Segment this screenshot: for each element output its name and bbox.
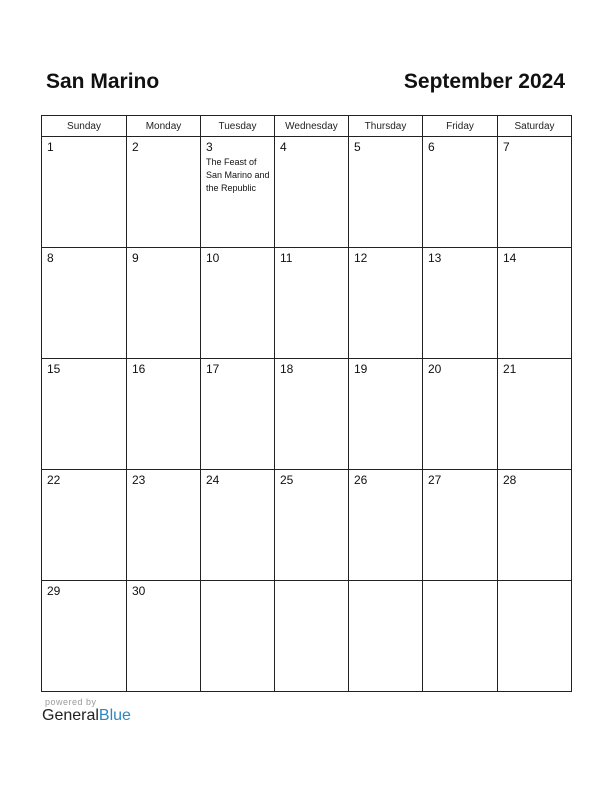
day-cell xyxy=(127,359,201,470)
holiday-label xyxy=(201,487,274,489)
weekday-header: Monday xyxy=(127,116,201,137)
holiday-label xyxy=(127,598,200,600)
holiday-label xyxy=(423,265,497,267)
holiday-label xyxy=(127,376,200,378)
country-title: San Marino xyxy=(46,70,160,93)
day-cell xyxy=(275,137,349,248)
weekday-header: Friday xyxy=(423,116,498,137)
day-cell xyxy=(349,137,423,248)
day-cell xyxy=(349,581,423,692)
day-cell xyxy=(349,248,423,359)
day-number: 17 xyxy=(206,362,220,376)
day-cell xyxy=(127,581,201,692)
day-cell xyxy=(201,248,275,359)
day-cell xyxy=(498,470,572,581)
day-cell xyxy=(275,470,349,581)
week-row xyxy=(42,359,572,470)
holiday-label xyxy=(42,265,126,267)
holiday-label xyxy=(275,154,348,156)
day-cell xyxy=(201,359,275,470)
day-number: 14 xyxy=(503,251,517,265)
day-cell xyxy=(127,470,201,581)
day-cell xyxy=(201,470,275,581)
weekday-header: Thursday xyxy=(349,116,423,137)
day-number: 3 xyxy=(206,140,213,154)
day-cell xyxy=(201,581,275,692)
holiday-label xyxy=(349,154,422,156)
weekday-header: Sunday xyxy=(42,116,127,137)
week-row xyxy=(42,137,572,248)
day-cell xyxy=(349,470,423,581)
holiday-label xyxy=(127,154,200,156)
day-number: 1 xyxy=(47,140,54,154)
holiday-label xyxy=(201,584,274,586)
holiday-label xyxy=(423,154,497,156)
day-cell xyxy=(498,359,572,470)
holiday-label xyxy=(42,598,126,600)
day-number: 6 xyxy=(428,140,435,154)
day-cell xyxy=(423,137,498,248)
holiday-label xyxy=(275,487,348,489)
day-number: 8 xyxy=(47,251,54,265)
weekday-header-row xyxy=(42,116,572,137)
day-cell xyxy=(498,581,572,692)
day-cell xyxy=(349,359,423,470)
day-cell xyxy=(423,359,498,470)
day-number: 28 xyxy=(503,473,517,487)
day-number: 20 xyxy=(428,362,442,376)
day-number: 19 xyxy=(354,362,368,376)
holiday-label xyxy=(275,265,348,267)
holiday-label xyxy=(201,376,274,378)
brand-name-part2: Blue xyxy=(98,707,131,724)
holiday-label xyxy=(349,487,422,489)
day-number: 15 xyxy=(47,362,61,376)
day-number: 2 xyxy=(132,140,139,154)
day-number: 4 xyxy=(280,140,287,154)
day-number: 29 xyxy=(47,584,61,598)
week-row xyxy=(42,470,572,581)
weekday-header: Tuesday xyxy=(201,116,275,137)
day-number: 26 xyxy=(354,473,368,487)
day-cell xyxy=(275,248,349,359)
holiday-label xyxy=(423,376,497,378)
holiday-label xyxy=(498,265,571,267)
day-cell xyxy=(423,581,498,692)
day-cell xyxy=(42,359,127,470)
holiday-label xyxy=(349,584,422,586)
day-number: 30 xyxy=(132,584,146,598)
holiday-label xyxy=(498,487,571,489)
holiday-label xyxy=(275,376,348,378)
day-cell xyxy=(498,248,572,359)
weekday-header: Saturday xyxy=(498,116,572,137)
month-title: September 2024 xyxy=(403,70,565,93)
powered-by-text: powered by xyxy=(45,697,97,707)
holiday-label xyxy=(42,154,126,156)
week-row xyxy=(42,581,572,692)
holiday-label xyxy=(127,487,200,489)
day-number: 23 xyxy=(132,473,146,487)
weekday-header: Wednesday xyxy=(275,116,349,137)
day-number: 27 xyxy=(428,473,442,487)
holiday-label xyxy=(127,265,200,267)
holiday-label xyxy=(498,376,571,378)
day-number: 10 xyxy=(206,251,220,265)
day-number: 22 xyxy=(47,473,61,487)
day-number: 12 xyxy=(354,251,368,265)
day-cell xyxy=(423,248,498,359)
day-number: 24 xyxy=(206,473,220,487)
holiday-label xyxy=(275,584,348,586)
day-cell xyxy=(42,137,127,248)
week-row xyxy=(42,248,572,359)
day-cell xyxy=(127,137,201,248)
calendar-body xyxy=(42,137,572,692)
day-number: 21 xyxy=(503,362,517,376)
day-number: 16 xyxy=(132,362,146,376)
calendar-grid xyxy=(41,115,572,692)
day-cell xyxy=(42,470,127,581)
day-number: 13 xyxy=(428,251,442,265)
holiday-label xyxy=(423,487,497,489)
day-cell xyxy=(275,581,349,692)
brand-name-part1: General xyxy=(42,707,99,724)
generalblue-logo xyxy=(42,707,131,725)
day-cell xyxy=(423,470,498,581)
holiday-label: The Feast of San Marino and the Republic xyxy=(206,157,270,193)
day-number: 7 xyxy=(503,140,510,154)
holiday-label xyxy=(42,487,126,489)
holiday-label xyxy=(349,265,422,267)
day-number: 25 xyxy=(280,473,294,487)
day-cell xyxy=(498,137,572,248)
day-cell xyxy=(275,359,349,470)
day-number: 18 xyxy=(280,362,294,376)
holiday-label xyxy=(42,376,126,378)
day-number: 9 xyxy=(132,251,139,265)
day-cell xyxy=(42,581,127,692)
holiday-label xyxy=(423,584,497,586)
holiday-label xyxy=(201,265,274,267)
day-number: 5 xyxy=(354,140,361,154)
holiday-label xyxy=(498,584,571,586)
day-cell xyxy=(42,248,127,359)
day-cell xyxy=(127,248,201,359)
holiday-label xyxy=(349,376,422,378)
holiday-label xyxy=(498,154,571,156)
day-cell xyxy=(201,137,275,248)
day-number: 11 xyxy=(280,251,293,265)
